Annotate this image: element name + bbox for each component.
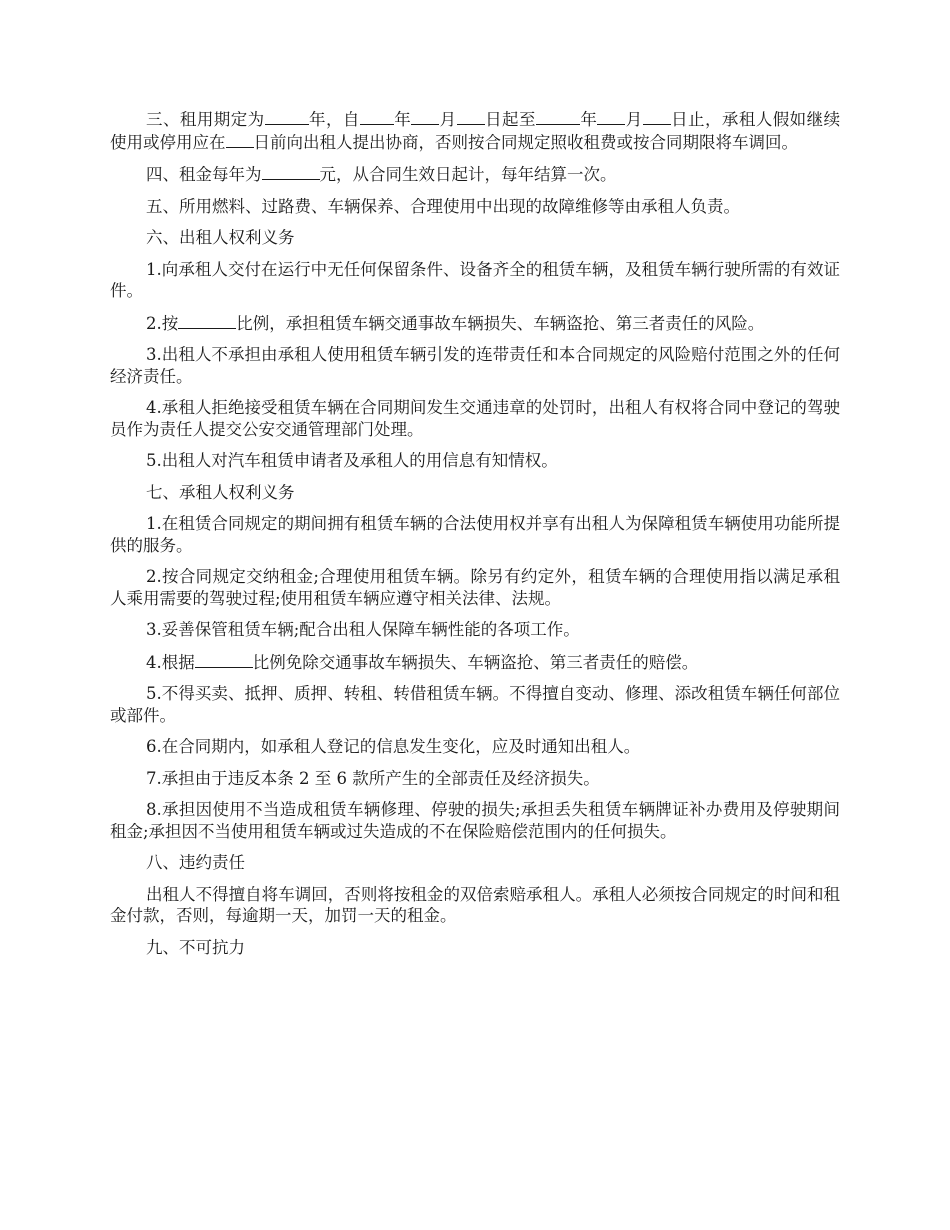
lessee-item-7: 7.承担由于违反本条 2 至 6 款所产生的全部责任及经济损失。 [146, 768, 600, 788]
blank-field[interactable] [457, 108, 485, 125]
section-heading-breach: 八、违约责任 [146, 853, 245, 872]
section-heading-force-majeure: 九、不可抗力 [146, 937, 245, 957]
lessee-item-2: 2.按合同规定交纳租金;合理使用租赁车辆。除另有约定外，租赁车辆的合理使用指以满足承租人乘用需要的驾驶过程;使用租赁车辆应遵守相关法律、法规。 [110, 567, 840, 608]
lessor-item-5: 5.出租人对汽车租赁申请者及承租人的用信息有知情权。 [146, 451, 558, 470]
breach-text: 出租人不得擅自将车调回，否则将按租金的双倍索赔承租人。承租人必须按合同规定的时间和租金付款，否则，每逾期一天，加罚一天的租金。 [110, 884, 840, 925]
lessee-item-3: 3.妥善保管租赁车辆;配合出租人保障车辆性能的各项工作。 [146, 620, 580, 639]
clause-rental-period [110, 108, 840, 153]
lessee-item-1: 1.在租赁合同规定的期间拥有租赁车辆的合法使用权并享有出租人为保障租赁车辆使用功能所提供的服务。 [110, 514, 840, 555]
blank-field[interactable] [178, 312, 236, 329]
blank-field[interactable] [597, 108, 625, 125]
lessee-item-6: 6.在合同期内，如承租人登记的信息发生变化，应及时通知出租人。 [146, 737, 641, 756]
clause-costs: 五、所用燃料、过路费、车辆保养、合理使用中出现的故障维修等由承租人负责。 [146, 196, 740, 216]
lessor-item-3: 3.出租人不承担由承租人使用租赁车辆引发的连带责任和本合同规定的风险赔付范围之外的任何经济责任。 [110, 345, 840, 386]
clause-text: 比例免除交通事故车辆损失、车辆盗抢、第三者责任的赔偿。 [252, 652, 699, 672]
clause-text: 2.按 [146, 313, 179, 333]
contract-page [110, 108, 840, 968]
lessor-item-1: 1.向承租人交付在运行中无任何保留条件、设备齐全的租赁车辆，及租赁车辆行驶所需的有效证件。 [110, 259, 840, 300]
blank-field[interactable] [226, 131, 254, 148]
blank-field[interactable] [643, 108, 671, 125]
lessee-item-5: 5.不得买卖、抵押、质押、转租、转借租赁车辆。不得擅自变动、修理、添改租赁车辆任何部位或部件。 [110, 684, 840, 725]
clause-text: 日止，承租人假如继续使用或停用应在 [110, 110, 841, 152]
blank-field[interactable] [360, 108, 394, 125]
blank-field[interactable] [195, 651, 253, 668]
clause-text: 三、租用期定为 [146, 110, 265, 129]
lessor-item-2 [110, 312, 840, 335]
blank-field[interactable] [536, 108, 580, 125]
clause-text: 年 [393, 110, 412, 129]
clause-text: 日起至 [484, 110, 536, 129]
section-heading-lessee: 七、承租人权利义务 [146, 482, 295, 502]
clause-text: 日前向出租人提出协商，否则按合同规定照收租费或按合同期限将车调回。 [253, 132, 798, 152]
clause-text: 年，自 [308, 110, 360, 129]
clause-text: 比例，承担租赁车辆交通事故车辆损失、车辆盗抢、第三者责任的风险。 [236, 313, 765, 333]
section-heading-lessor: 六、出租人权利义务 [146, 228, 295, 247]
clause-text: 4.根据 [146, 652, 195, 672]
clause-text: 月 [625, 110, 643, 129]
lessee-item-4 [110, 651, 840, 674]
lessee-item-8: 8.承担因使用不当造成租赁车辆修理、停驶的损失;承担丢失租赁车辆牌证补办费用及停驶期间租金;承担因不当使用租赁车辆或过失造成的不在保险赔偿范围内的任何损失。 [110, 800, 840, 841]
blank-field[interactable] [262, 163, 320, 180]
clause-text: 元，从合同生效日起计，每年结算一次。 [319, 165, 617, 184]
clause-text: 四、租金每年为 [146, 165, 262, 184]
clause-text: 年 [579, 110, 598, 129]
blank-field[interactable] [265, 108, 309, 125]
clause-rent [110, 163, 840, 186]
lessor-item-4: 4.承租人拒绝接受租赁车辆在合同期间发生交通违章的处罚时，出租人有权将合同中登记的驾驶员作为责任人提交公安交通管理部门处理。 [110, 398, 840, 439]
blank-field[interactable] [411, 108, 439, 125]
clause-text: 月 [439, 110, 457, 129]
